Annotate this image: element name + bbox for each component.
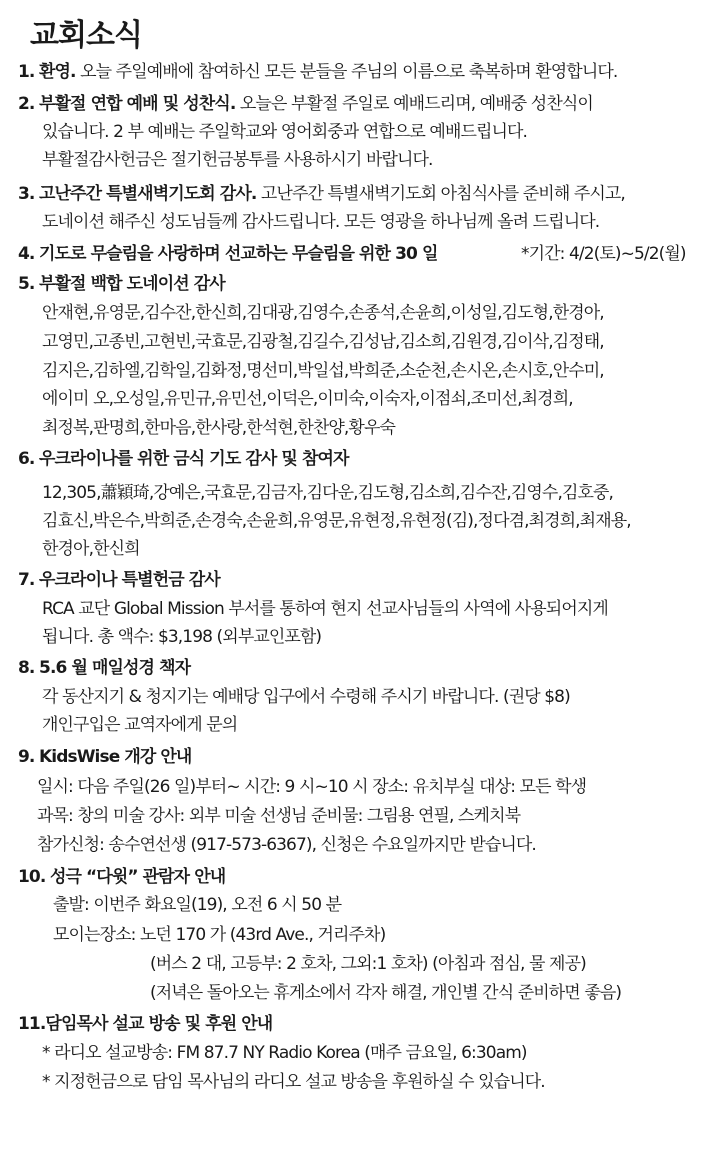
item-text: 고난주간 특별새벽기도회 아침식사를 준비해 주시고, [256, 184, 625, 204]
item-text: 오늘은 부활절 주일로 예배드리며, 예배중 성찬식이 [235, 94, 593, 114]
item-number: 9. [18, 747, 35, 767]
announcement-5 [18, 273, 225, 295]
item-heading: 5.6 월 매일성경 책자 [39, 658, 191, 678]
announcement-2 [18, 93, 593, 115]
item-line: 있습니다. 2 부 예배는 주일학교와 영어회중과 연합으로 예배드립니다. [42, 122, 528, 142]
item-line: 참가신청: 송수연선생 (917-573-6367), 신청은 수요일까지만 받습니다. [37, 835, 536, 855]
item-heading: 담임목사 설교 방송 및 후원 안내 [45, 1014, 273, 1034]
item-line: 도네이션 해주신 성도님들께 감사드립니다. 모든 영광을 하나님께 올려 드립니다. [42, 212, 600, 232]
item-line: * 지정헌금으로 담임 목사님의 라디오 설교 방송을 후원하실 수 있습니다. [42, 1072, 545, 1092]
item-number: 6. [18, 449, 35, 469]
item-heading: 고난주간 특별새벽기도회 감사. [39, 184, 257, 204]
item-line: 최정복,판명희,한마음,한사랑,한석현,한찬양,황우숙 [42, 418, 395, 438]
item-heading: 기도로 무슬림을 사랑하며 선교하는 무슬림을 위한 30 일 [39, 244, 438, 264]
announcement-10 [18, 866, 225, 888]
item-number: 1. [18, 62, 35, 82]
page-title: 교회소식 [30, 18, 142, 53]
item-number: 5. [18, 274, 35, 294]
item-line: 개인구입은 교역자에게 문의 [42, 715, 238, 735]
item-line: 각 동산지기 & 청지기는 예배당 입구에서 수령해 주시기 바랍니다. (권당 $8) [42, 687, 570, 707]
item-heading: 부활절 연합 예배 및 성찬식. [39, 94, 236, 114]
item-heading: 우크라이나를 위한 금식 기도 감사 및 참여자 [39, 449, 349, 469]
item-number: 11. [18, 1014, 46, 1034]
announcement-3 [18, 183, 625, 205]
item-line: 일시: 다음 주일(26 일)부터~ 시간: 9 시~10 시 장소: 유치부실 대상: 모든 학생 [37, 777, 587, 797]
item-line: (버스 2 대, 고등부: 2 호차, 그외:1 호차) (아침과 점심, 물 제공) [150, 954, 586, 974]
item-line: 고영민,고종빈,고현빈,국효문,김광철,김길수,김성남,김소희,김원경,김이삭,김정태, [42, 332, 604, 352]
item-line: 모이는장소: 노던 170 가 (43rd Ave., 거리주차) [53, 925, 386, 945]
announcement-1 [18, 61, 617, 83]
announcement-8 [18, 657, 190, 679]
item-heading: 우크라이나 특별헌금 감사 [39, 570, 220, 590]
item-line: (저녁은 돌아오는 휴게소에서 각자 해결, 개인별 간식 준비하면 좋음) [150, 983, 622, 1003]
item-line: 한경아,한신희 [42, 539, 140, 559]
item-line: 출발: 이번주 화요일(19), 오전 6 시 50 분 [53, 895, 342, 915]
item-text: 오늘 주일예배에 참여하신 모든 분들을 주님의 이름으로 축복하며 환영합니다. [75, 62, 618, 82]
announcement-4 [18, 243, 438, 265]
item-line: * 라디오 설교방송: FM 87.7 NY Radio Korea (매주 금요일, 6:30am) [42, 1043, 527, 1063]
item-line: 됩니다. 총 액수: $3,198 (외부교인포함) [42, 627, 322, 647]
item-number: 2. [18, 94, 35, 114]
item-heading: 부활절 백합 도네이션 감사 [39, 274, 225, 294]
item-line: 12,305,蕭穎琦,강예은,국효문,김금자,김다운,김도형,김소희,김수잔,김영수,김호중, [42, 483, 614, 503]
announcement-9 [18, 746, 191, 768]
item-heading: 성극 “다윗” 관람자 안내 [49, 867, 226, 887]
item-line: RCA 교단 Global Mission 부서를 통하여 현지 선교사님들의 사역에 사용되어지게 [42, 599, 608, 619]
item-line: 부활절감사헌금은 절기헌금봉투를 사용하시기 바랍니다. [42, 150, 433, 170]
item-line: 과목: 창의 미술 강사: 외부 미술 선생님 준비물: 그림용 연필, 스케치북 [37, 806, 521, 826]
item-line: 에이미 오,오성일,유민규,유민선,이덕은,이미숙,이숙자,이점쇠,조미선,최경희, [42, 389, 573, 409]
item-number: 3. [18, 184, 35, 204]
item-number: 4. [18, 244, 35, 264]
announcement-11 [18, 1013, 272, 1035]
item-line: 김효신,박은수,박희준,손경숙,손윤희,유영문,유현정,유현정(김),정다겸,최경희,최재용, [42, 511, 631, 531]
item-number: 8. [18, 658, 35, 678]
announcement-7 [18, 569, 220, 591]
item-number: 10. [18, 867, 46, 887]
item-line: 김지은,김하엘,김학일,김화정,명선미,박일섭,박희준,소순천,손시온,손시호,안수미, [42, 361, 604, 381]
item-period: *기간: 4/2(토)~5/2(월) [521, 244, 686, 264]
item-line: 안재현,유영문,김수잔,한신희,김대광,김영수,손종석,손윤희,이성일,김도형,한경아, [42, 303, 604, 323]
item-heading: KidsWise 개강 안내 [39, 747, 192, 767]
item-number: 7. [18, 570, 35, 590]
announcement-6 [18, 448, 349, 470]
item-heading: 환영. [39, 62, 76, 82]
